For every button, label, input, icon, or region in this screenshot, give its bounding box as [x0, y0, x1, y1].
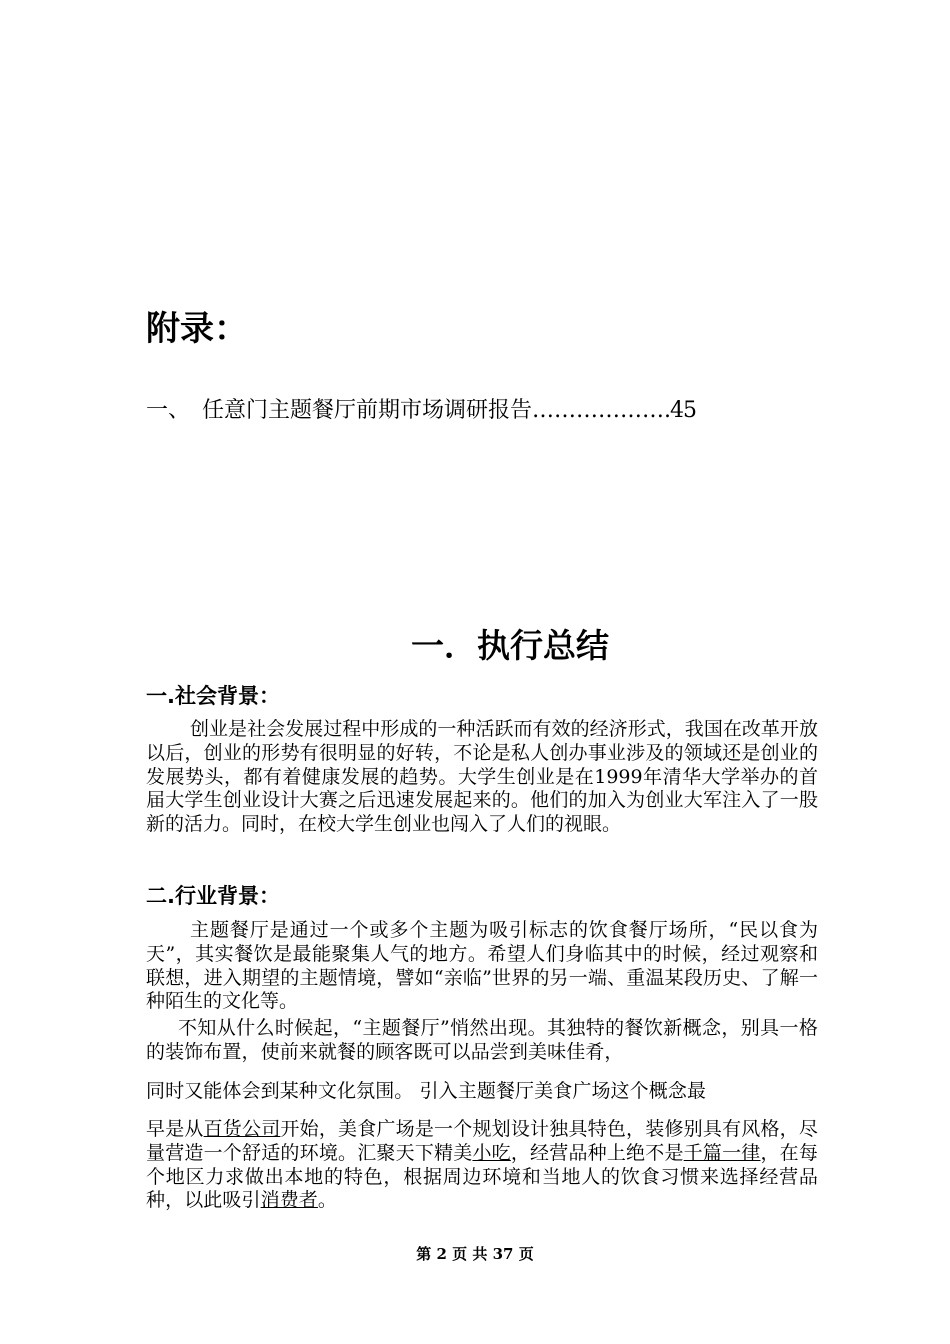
link-department-store[interactable]: 百货公司	[203, 1118, 281, 1140]
paragraph-text: 。	[317, 1189, 338, 1212]
toc-entry-text: 任意门主题餐厅前期市场调研报告	[202, 398, 533, 423]
social-background-paragraph: 创业是社会发展过程中形成的一种活跃而有效的经济形式，我国在改革开放以后，创业的形势有很明显的好转，不论是私人创办事业涉及的领域还是创业的发展势头，都有着健康发展的趋势。大学生创业是在1999年清华大学举办的首届大学生创业设计大赛之后迅速发展起来的。他们的加入为创业大军注入了一股新的活力。同时，在校大学生创业也闯入了人们的视眼。	[146, 718, 818, 836]
industry-paragraph-1: 主题餐厅是通过一个或多个主题为吸引标志的饮食餐厅场所，“民以食为天”，其实餐饮是最能聚集人气的地方。希望人们身临其中的时候，经过观察和联想，进入期望的主题情境，譬如“亲临”世界的另一端、重温某段历史、了解一种陌生的文化等。	[146, 919, 818, 1013]
toc-entry-leader: ………………	[532, 398, 665, 423]
industry-paragraph-4	[146, 1118, 818, 1213]
section-title: 一．执行总结	[411, 626, 609, 665]
toc-entry[interactable]	[146, 393, 696, 429]
paragraph-text: 开始，美食广场是一个规划设计独具特色，装修别具有风格，尽量营造一个舒适的环境。汇聚天下精美	[146, 1118, 818, 1164]
toc-entry-page: .45	[664, 398, 697, 423]
link-consumers[interactable]: 消费者	[260, 1189, 318, 1212]
industry-background-heading: 二.行业背景：	[146, 884, 280, 908]
paragraph-text: 早是从	[146, 1118, 204, 1140]
appendix-title: 附录：	[146, 309, 248, 349]
paragraph-text: ，在每个地区力求做出本地的特色，根据周边环境和当地人的饮食习惯来选择经营品种，以此吸引	[146, 1141, 818, 1212]
link-snacks[interactable]: 小吃	[472, 1141, 511, 1164]
paragraph-text: ，经营品种上绝不是	[510, 1141, 684, 1164]
toc-entry-number: 一、	[146, 398, 191, 423]
link-stereotyped[interactable]: 千篇一律	[683, 1141, 761, 1164]
industry-paragraph-2: 不知从什么时候起，“主题餐厅”悄然出现。其独特的餐饮新概念，别具一格的装饰布置，使前来就餐的顾客既可以品尝到美味佳肴，	[146, 1017, 818, 1063]
page-footer: 第 2 页 共 37 页	[416, 1245, 534, 1263]
social-background-heading: 一.社会背景：	[146, 684, 280, 708]
industry-paragraph-3: 同时又能体会到某种文化氛围。 引入主题餐厅美食广场这个概念最	[146, 1080, 707, 1102]
